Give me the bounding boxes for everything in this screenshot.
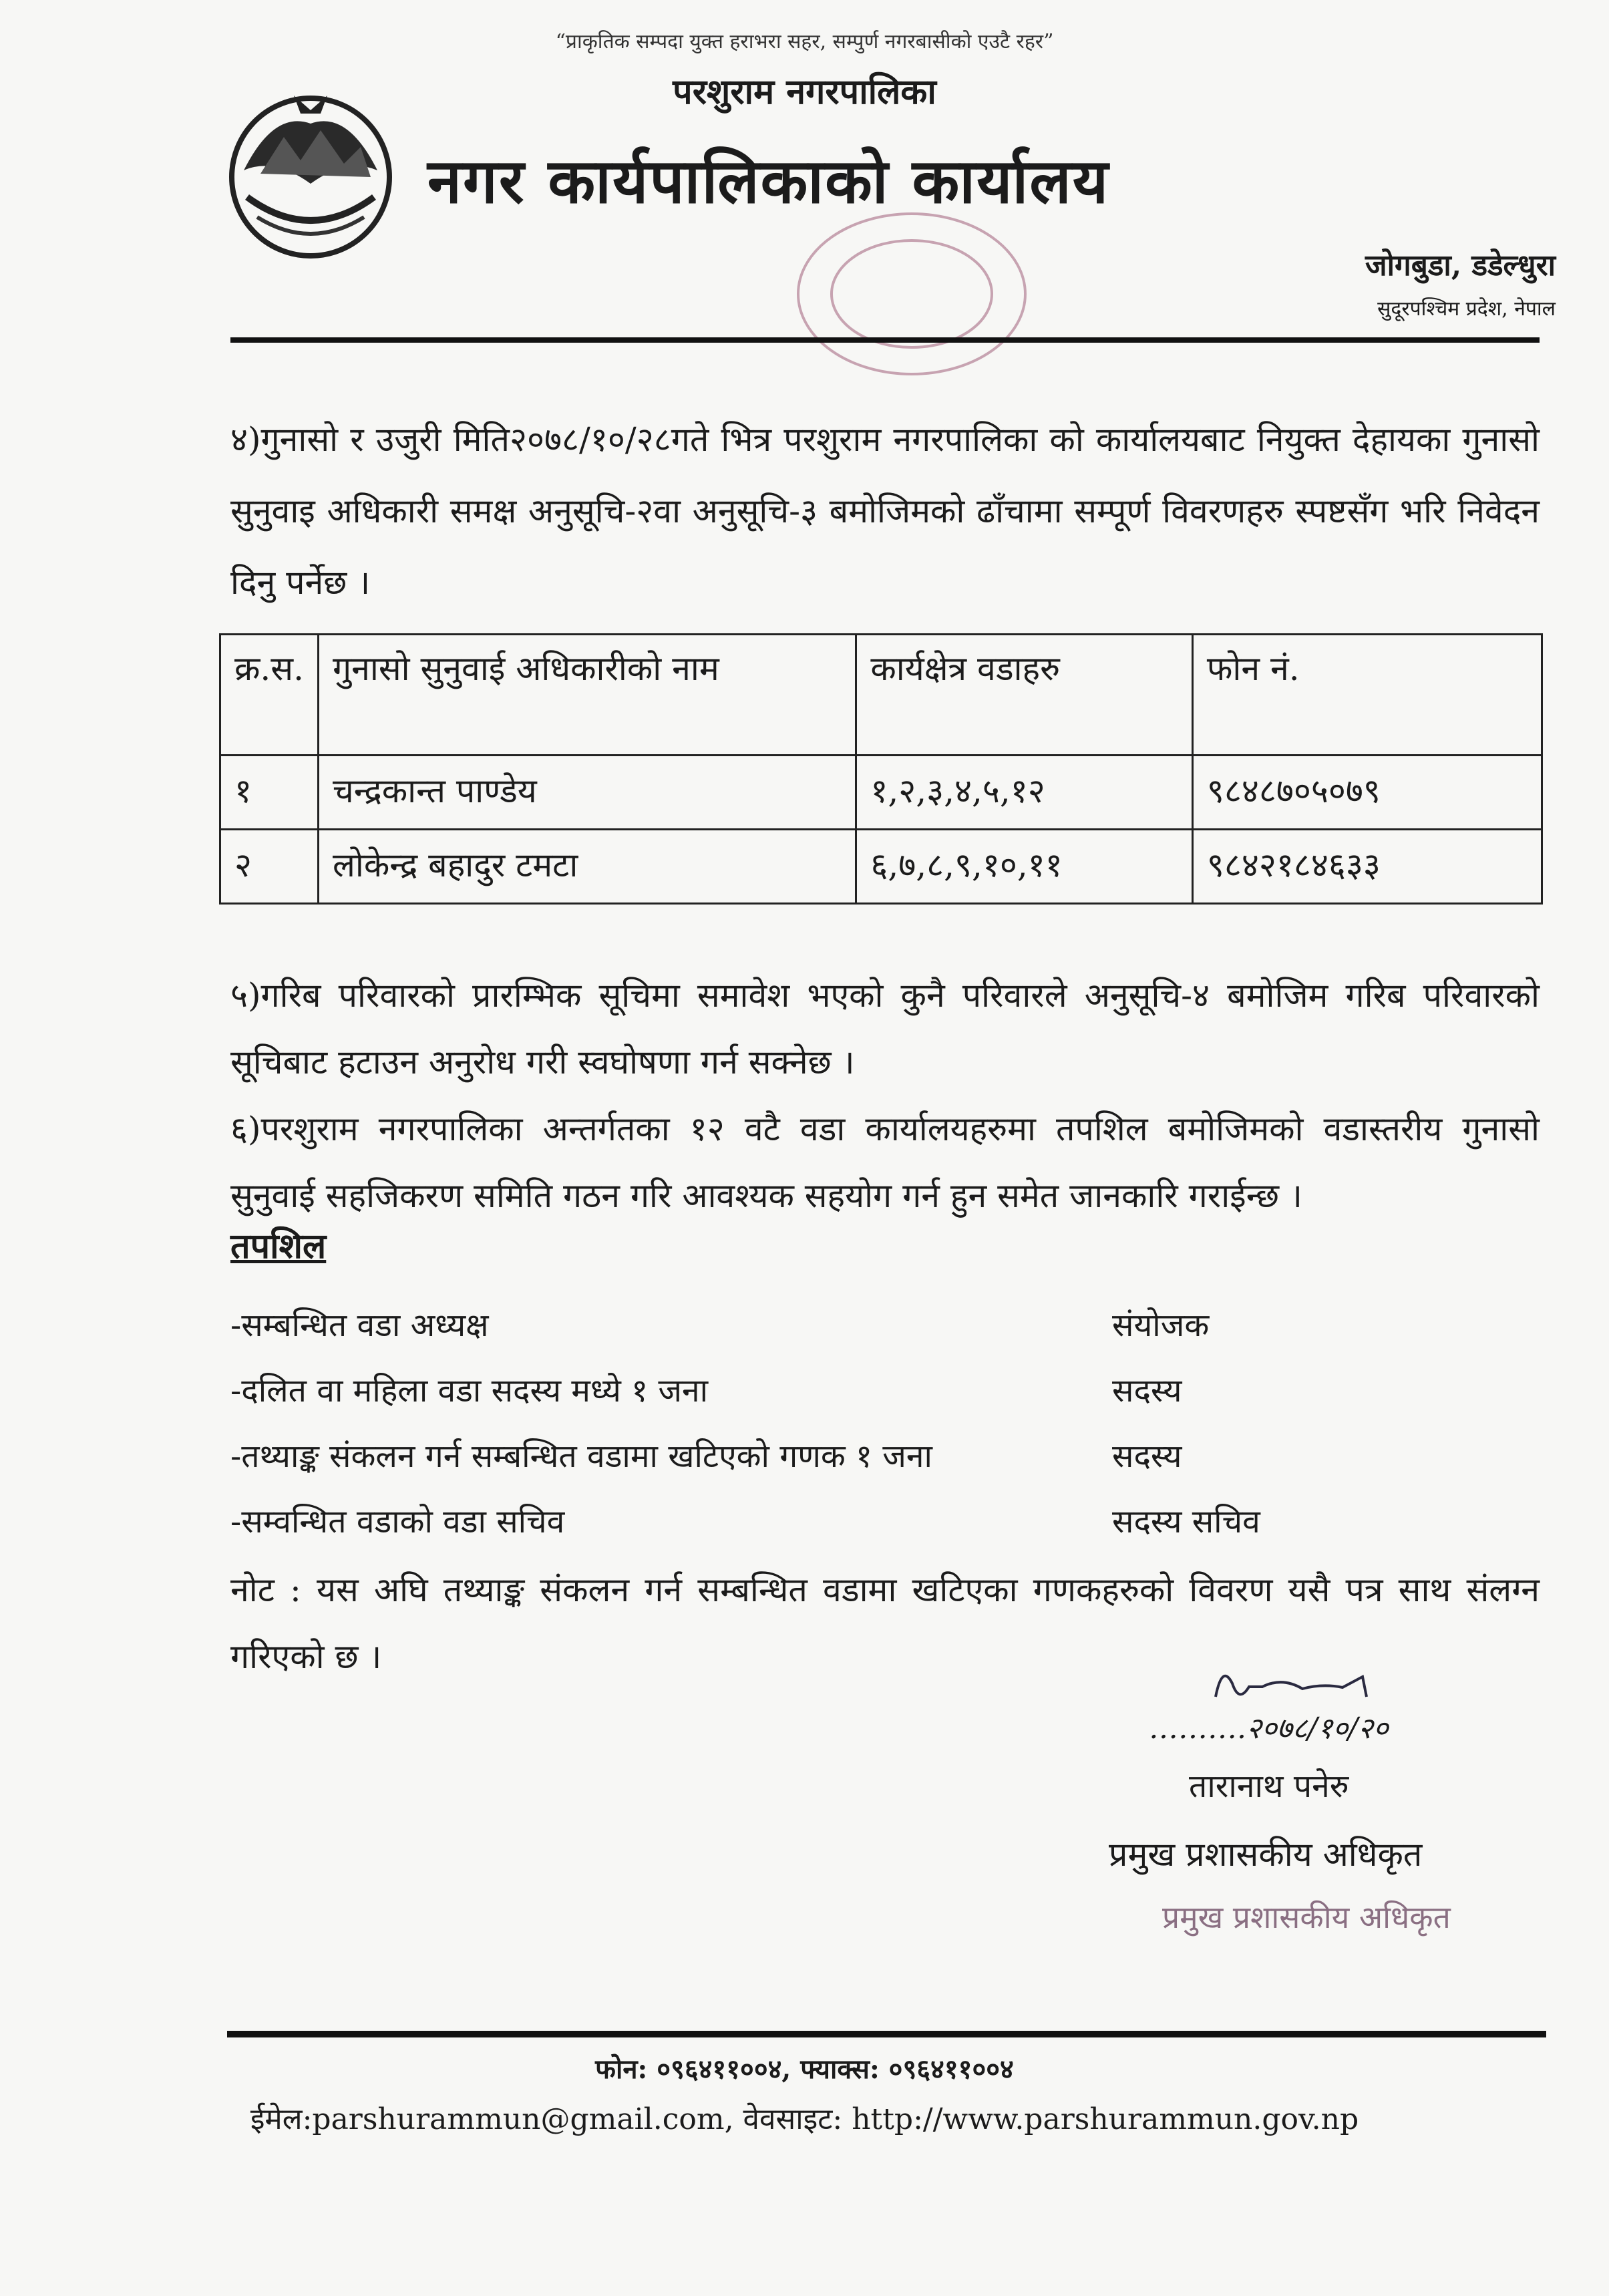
- footer-contact: ईमेल:parshurammun@gmail.com, वेवसाइट: http://www.parshurammun.gov.np: [250, 2102, 1359, 2136]
- committee-member-label: -दलित वा महिला वडा सदस्य मध्ये १ जना: [230, 1372, 709, 1410]
- table-cell: १: [220, 756, 319, 830]
- office-stamp: [788, 200, 1035, 394]
- office-title: नगर कार्यपालिकाको कार्यालय: [427, 145, 1110, 217]
- table-cell: चन्द्रकान्त पाण्डेय: [319, 756, 856, 830]
- table-header-cell: गुनासो सुनुवाई अधिकारीको नाम: [319, 635, 856, 756]
- paragraph-6: [230, 1096, 1540, 1229]
- committee-member-role: सदस्य: [1112, 1372, 1182, 1410]
- table-row: [220, 830, 1542, 904]
- header-rule: [230, 337, 1540, 343]
- office-province: सुदूरपश्चिम प्रदेश, नेपाल: [1377, 297, 1556, 321]
- table-row: [220, 756, 1542, 830]
- signatory-name: तारानाथ पनेरु: [1189, 1768, 1349, 1805]
- designation-stamp: प्रमुख प्रशासकीय अधिकृत: [1162, 1899, 1451, 1935]
- committee-member-role: सदस्य सचिव: [1112, 1503, 1260, 1540]
- municipality-name: परशुराम नगरपालिका: [673, 71, 936, 112]
- table-header-cell: कार्यक्षेत्र वडाहरु: [856, 635, 1193, 756]
- grievance-officers-table: [219, 633, 1543, 905]
- table-cell: १,२,३,४,५,१२: [856, 756, 1193, 830]
- committee-member-label: -सम्बन्धित वडा अध्यक्ष: [230, 1307, 489, 1344]
- motto: “प्राकृतिक सम्पदा युक्त हराभरा सहर, सम्पुर्ण नगरबासीको एउटै रहर”: [555, 30, 1054, 53]
- table-cell: लोकेन्द्र बहादुर टमटा: [319, 830, 856, 904]
- paragraph-4-text: ४)गुनासो र उजुरी मिति२०७८/१०/२८गते भित्र परशुराम नगरपालिका को कार्यालयबाट नियुक्त देहायका गुनासो सुनुवाइ अधिकारी समक्ष अनुसूचि-२वा अनुसूचि-३ बमोजिमको ढाँचामा सम्पूर्ण विवरणहरु स्पष्टसँग भरि निवेदन दिनु पर्नेछ ।: [230, 420, 1540, 602]
- table-cell: ९८४२१८४६३३: [1192, 830, 1542, 904]
- note-text: नोट : यस अघि तथ्याङ्क संकलन गर्न सम्बन्धित वडामा खटिएका गणकहरुको विवरण यसै पत्र साथ संलग्न गरिएको छ ।: [230, 1571, 1540, 1676]
- committee-member-role: संयोजक: [1112, 1307, 1210, 1344]
- table-header-cell: क्र.स.: [220, 635, 319, 756]
- nepal-emblem-icon: [220, 84, 401, 264]
- table-cell: ६,७,८,९,१०,११: [856, 830, 1193, 904]
- paragraph-5: [230, 962, 1540, 1096]
- signatory-title: प्रमुख प्रशासकीय अधिकृत: [1109, 1835, 1423, 1874]
- committee-member-role: सदस्य: [1112, 1438, 1182, 1475]
- committee-member-label: -तथ्याङ्क संकलन गर्न सम्बन्धित वडामा खटिएको गणक १ जना: [230, 1438, 932, 1475]
- footer-rule: [227, 2031, 1546, 2037]
- tapashil-heading: तपशिल: [230, 1226, 327, 1267]
- paragraph-6-text: ६)परशुराम नगरपालिका अन्तर्गतका १२ वटै वडा कार्यालयहरुमा तपशिल बमोजिमको वडास्तरीय गुनासो सुनुवाई सहजिकरण समिति गठन गरि आवश्यक सहयोग गर्न हुन समेत जानकारि गराईन्छ ।: [230, 1110, 1540, 1215]
- office-address: जोगबुडा, डडेल्धुरा: [1365, 249, 1556, 283]
- committee-member-label: -सम्वन्धित वडाको वडा सचिव: [230, 1503, 565, 1540]
- table-cell: २: [220, 830, 319, 904]
- footer-phone: फोन: ०९६४११००४, फ्याक्स: ०९६४११००४: [595, 2054, 1014, 2085]
- paragraph-4: [230, 404, 1540, 619]
- signature: [1209, 1657, 1383, 1710]
- table-header-cell: फोन नं.: [1192, 635, 1542, 756]
- signature-date: ……….२०७८/१०/२०: [1149, 1711, 1389, 1746]
- paragraph-5-text: ५)गरिब परिवारको प्रारम्भिक सूचिमा समावेश भएको कुनै परिवारले अनुसूचि-४ बमोजिम गरिब परिवारको सूचिबाट हटाउन अनुरोध गरी स्वघोषणा गर्न सक्नेछ ।: [230, 976, 1540, 1082]
- table-cell: ९८४८७०५०७९: [1192, 756, 1542, 830]
- table-header-row: [220, 635, 1542, 756]
